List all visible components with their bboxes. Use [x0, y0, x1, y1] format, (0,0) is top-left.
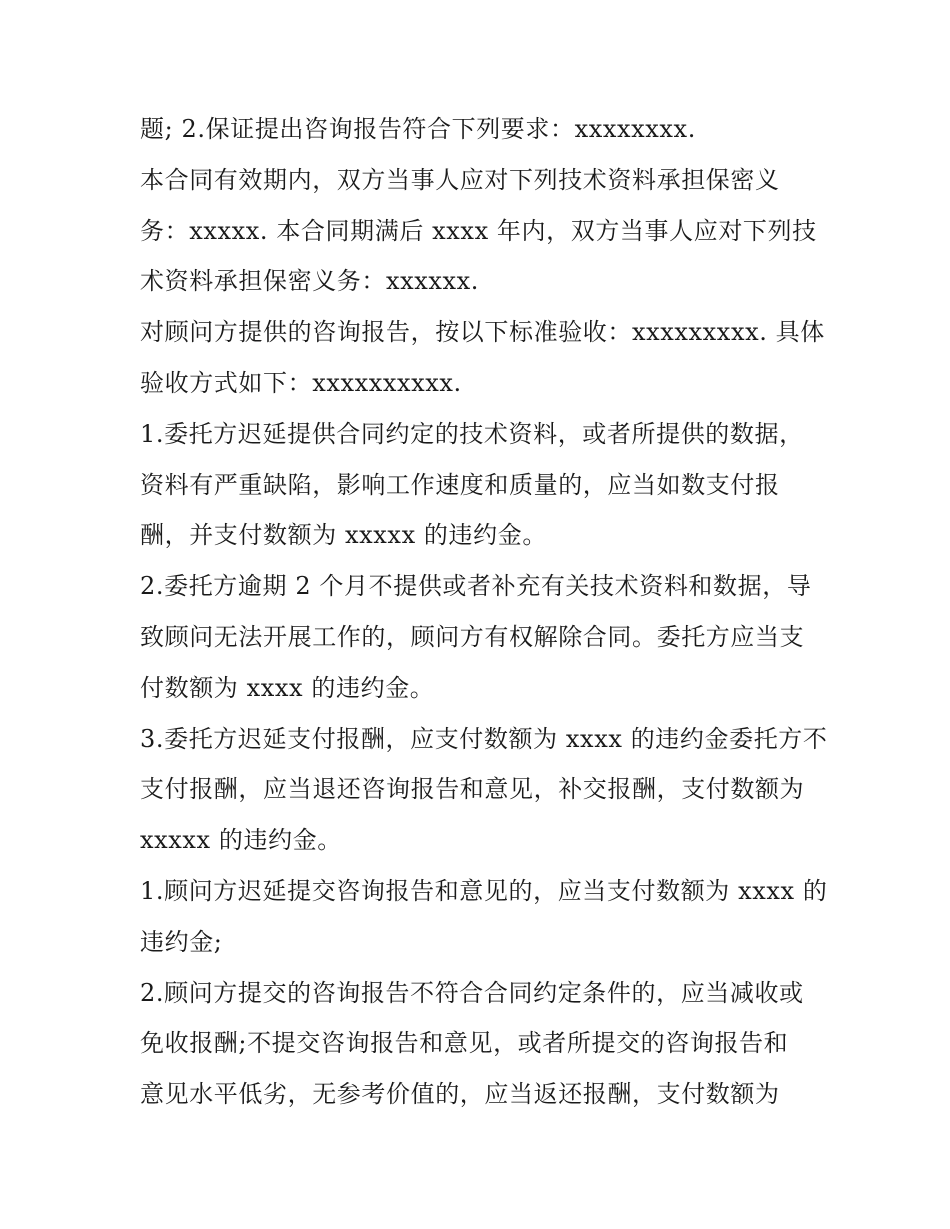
- text-line-19: 免收报酬;不提交咨询报告和意见，或者所提交的咨询报告和: [140, 1029, 789, 1058]
- text-line-11: 致顾问无法开展工作的，顾问方有权解除合同。委托方应当支: [140, 622, 805, 651]
- text-line-14: 支付报酬，应当退还咨询报告和意见，补交报酬，支付数额为: [140, 775, 805, 804]
- text-line-7: 1.委托方迟延提供合同约定的技术资料，或者所提供的数据，: [140, 419, 804, 448]
- document-body: [140, 104, 830, 1120]
- text-line-1: 题; 2.保证提出咨询报告符合下列要求：xxxxxxxx.: [140, 115, 696, 143]
- text-line-3: 务：xxxxx. 本合同期满后 xxxx 年内，双方当事人应对下列技: [140, 216, 817, 245]
- text-line-16: 1.顾问方迟延提交咨询报告和意见的，应当支付数额为 xxxx 的: [140, 876, 828, 905]
- text-line-20: 意见水平低劣，无参考价值的，应当返还报酬，支付数额为: [140, 1080, 780, 1109]
- text-line-17: 违约金;: [140, 927, 223, 956]
- text-line-6: 验收方式如下：xxxxxxxxxx.: [140, 368, 462, 397]
- text-line-18: 2.顾问方提交的咨询报告不符合合同约定条件的，应当减收或: [140, 978, 804, 1007]
- text-line-15: xxxxx 的违约金。: [140, 826, 342, 855]
- text-line-5: 对顾问方提供的咨询报告，按以下标准验收：xxxxxxxxx. 具体: [140, 318, 825, 347]
- text-line-4: 术资料承担保密义务：xxxxxx.: [140, 267, 480, 296]
- text-line-13: 3.委托方迟延支付报酬，应支付数额为 xxxx 的违约金委托方不: [140, 724, 828, 753]
- text-line-8: 资料有严重缺陷，影响工作速度和质量的，应当如数支付报: [140, 470, 780, 499]
- text-line-2: 本合同有效期内，双方当事人应对下列技术资料承担保密义: [140, 165, 780, 194]
- text-line-12: 付数额为 xxxx 的违约金。: [140, 673, 435, 702]
- text-line-9: 酬，并支付数额为 xxxxx 的违约金。: [140, 521, 547, 550]
- text-line-10: 2.委托方逾期 2 个月不提供或者补充有关技术资料和数据，导: [140, 572, 812, 601]
